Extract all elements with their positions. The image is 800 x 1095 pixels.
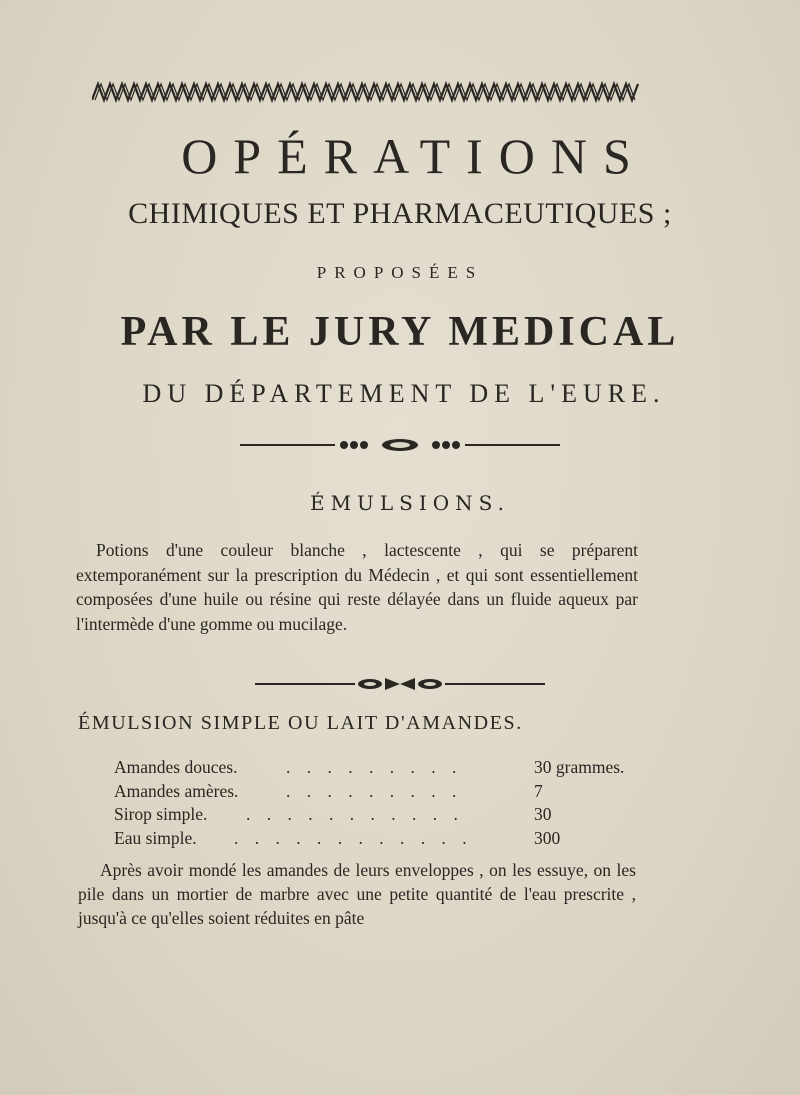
jury-line: PAR LE JURY MEDICAL bbox=[120, 309, 680, 355]
ingredient-row bbox=[114, 803, 674, 827]
leader-dots: . . . . . . . . . bbox=[286, 780, 463, 801]
ingredient-row bbox=[114, 827, 674, 851]
method-text: Après avoir mondé les amandes de leurs enveloppes , on les essuye, on les pile dans un mortier de marbre avec une petite quantité de l'eau prescrite , jusqu'à ce qu'elles soient réduites en pâte bbox=[78, 860, 636, 928]
ingredient-row bbox=[114, 756, 674, 780]
leader-dots: . . . . . . . . . . . . bbox=[234, 827, 473, 848]
top-ornament-band bbox=[92, 80, 640, 104]
ingredient-quantity: 300 bbox=[534, 827, 561, 848]
ingredient-name: Sirop simple. bbox=[114, 804, 208, 824]
ingredient-quantity: 7 bbox=[534, 780, 543, 801]
ingredient-name: Eau simple. bbox=[114, 827, 197, 848]
method-paragraph bbox=[78, 858, 636, 930]
section-intro-paragraph bbox=[76, 538, 638, 636]
proposees-line: PROPOSÉES bbox=[316, 263, 484, 282]
leader-dots: . . . . . . . . . . . bbox=[246, 804, 464, 824]
page-subtitle: CHIMIQUES ET PHARMACEUTIQUES ; bbox=[128, 197, 672, 230]
ingredient-list bbox=[114, 756, 674, 850]
recipe-title: ÉMULSION SIMPLE OU LAIT D'AMANDES. bbox=[78, 712, 523, 734]
ingredient-quantity: 30 grammes. bbox=[534, 757, 625, 777]
divider-ornament-1 bbox=[0, 435, 800, 455]
intro-text: Potions d'une couleur blanche , lactescente , qui se préparent extemporanément sur la prescription du Médecin , et qui sont essentiellement composées d'une huile ou résine qui reste délayée dans un fluide aqueux par l'intermède d'une gomme ou mucilage. bbox=[76, 540, 638, 634]
divider-ornament-2 bbox=[0, 674, 800, 694]
ingredient-name: Amandes amères. bbox=[114, 780, 239, 801]
section-heading: ÉMULSIONS. bbox=[309, 491, 511, 515]
ingredient-row bbox=[114, 780, 674, 804]
ingredient-name: Amandes douces. bbox=[114, 757, 238, 777]
department-line: DU DÉPARTEMENT DE L'EURE. bbox=[142, 379, 666, 408]
ingredient-quantity: 30 bbox=[534, 804, 552, 824]
page-title: OPÉRATIONS bbox=[181, 128, 647, 184]
leader-dots: . . . . . . . . . bbox=[286, 757, 463, 777]
